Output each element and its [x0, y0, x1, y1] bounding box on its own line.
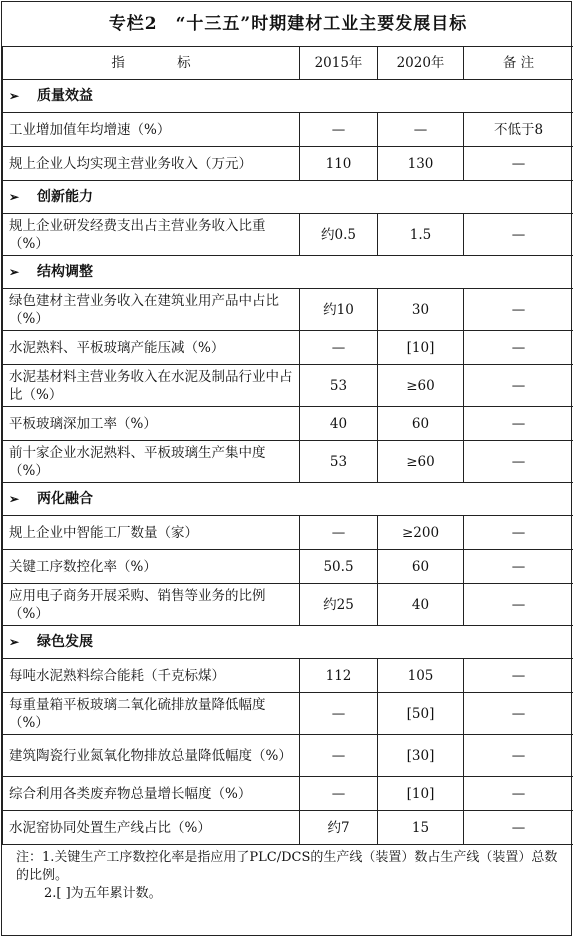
table-row [3, 407, 573, 441]
remark-cell: — [464, 659, 573, 693]
section-title: 创新能力 [37, 189, 93, 205]
indicator-cell: 工业增加值年均增速（%） [3, 113, 300, 147]
header-indicator: 指 标 [3, 47, 300, 80]
document-page [1, 1, 572, 936]
footnote [2, 845, 571, 907]
remark-cell: — [464, 289, 573, 331]
arrow-bullet-icon: ➢ [9, 188, 23, 206]
indicator-cell: 平板玻璃深加工率（%） [3, 407, 300, 441]
arrow-bullet-icon: ➢ [9, 490, 23, 508]
value-2020-cell: 130 [378, 147, 464, 181]
indicator-cell: 规上企业中智能工厂数量（家） [3, 516, 300, 550]
remark-cell: — [464, 735, 573, 777]
remark-cell: — [464, 147, 573, 181]
value-2015-cell: 53 [300, 441, 378, 483]
value-2015-cell: 约25 [300, 584, 378, 626]
value-2015-cell: 53 [300, 365, 378, 407]
value-2020-cell: [50] [378, 693, 464, 735]
indicator-cell: 绿色建材主营业务收入在建筑业用产品中占比（%） [3, 289, 300, 331]
table-row [3, 735, 573, 777]
value-2015-cell: — [300, 516, 378, 550]
section-title: 结构调整 [37, 264, 93, 280]
value-2015-cell: 约0.5 [300, 214, 378, 256]
arrow-bullet-icon: ➢ [9, 87, 23, 105]
value-2015-cell: — [300, 777, 378, 811]
value-2015-cell: — [300, 331, 378, 365]
header-remark: 备 注 [464, 47, 573, 80]
value-2015-cell: 110 [300, 147, 378, 181]
section-row [3, 626, 573, 659]
table-row [3, 147, 573, 181]
table-row [3, 659, 573, 693]
value-2020-cell: ≥60 [378, 441, 464, 483]
page-title: 专栏2 “十三五”时期建材工业主要发展目标 [3, 2, 573, 47]
value-2020-cell: [10] [378, 331, 464, 365]
indicator-cell: 每重量箱平板玻璃二氧化硫排放量降低幅度（%） [3, 693, 300, 735]
indicator-cell: 水泥熟料、平板玻璃产能压减（%） [3, 331, 300, 365]
value-2020-cell: 105 [378, 659, 464, 693]
value-2020-cell: [30] [378, 735, 464, 777]
value-2015-cell: 50.5 [300, 550, 378, 584]
value-2020-cell: ≥60 [378, 365, 464, 407]
table-row [3, 777, 573, 811]
table-row [3, 516, 573, 550]
remark-cell: — [464, 214, 573, 256]
section-title: 绿色发展 [37, 634, 93, 650]
footnote-1: 注：1.关键生产工序数控化率是指应用了PLC/DCS的生产线（装置）数占生产线（装置）总数的比例。 [16, 849, 561, 885]
remark-cell: — [464, 331, 573, 365]
value-2020-cell: 30 [378, 289, 464, 331]
table-row [3, 214, 573, 256]
section-row [3, 256, 573, 289]
section-title: 质量效益 [37, 88, 93, 104]
arrow-bullet-icon: ➢ [9, 633, 23, 651]
table-row [3, 441, 573, 483]
indicator-cell: 建筑陶瓷行业氮氧化物排放总量降低幅度（%） [3, 735, 300, 777]
indicator-cell: 水泥窑协同处置生产线占比（%） [3, 811, 300, 845]
indicator-cell: 应用电子商务开展采购、销售等业务的比例（%） [3, 584, 300, 626]
targets-table [2, 2, 573, 845]
remark-cell: — [464, 584, 573, 626]
indicator-cell: 关键工序数控化率（%） [3, 550, 300, 584]
section-row [3, 80, 573, 113]
value-2015-cell: 约10 [300, 289, 378, 331]
value-2015-cell: 112 [300, 659, 378, 693]
indicator-cell: 综合利用各类废弃物总量增长幅度（%） [3, 777, 300, 811]
value-2020-cell: 60 [378, 550, 464, 584]
remark-cell: — [464, 407, 573, 441]
value-2015-cell: 40 [300, 407, 378, 441]
indicator-cell: 每吨水泥熟料综合能耗（千克标煤） [3, 659, 300, 693]
table-row [3, 113, 573, 147]
section-title: 两化融合 [37, 491, 93, 507]
value-2020-cell: 60 [378, 407, 464, 441]
value-2020-cell: 1.5 [378, 214, 464, 256]
value-2015-cell: — [300, 113, 378, 147]
indicator-cell: 规上企业人均实现主营业务收入（万元） [3, 147, 300, 181]
value-2015-cell: — [300, 693, 378, 735]
section-row [3, 483, 573, 516]
table-row [3, 365, 573, 407]
table-header-row [3, 47, 573, 80]
remark-cell: — [464, 441, 573, 483]
table-row [3, 550, 573, 584]
remark-cell: — [464, 516, 573, 550]
value-2020-cell: 15 [378, 811, 464, 845]
indicator-cell: 水泥基材料主营业务收入在水泥及制品行业中占比（%） [3, 365, 300, 407]
indicator-cell: 规上企业研发经费支出占主营业务收入比重（%） [3, 214, 300, 256]
remark-cell: 不低于8 [464, 113, 573, 147]
value-2020-cell: ≥200 [378, 516, 464, 550]
value-2015-cell: — [300, 735, 378, 777]
section-row [3, 181, 573, 214]
table-row [3, 331, 573, 365]
arrow-bullet-icon: ➢ [9, 263, 23, 281]
remark-cell: — [464, 365, 573, 407]
header-2020: 2020年 [378, 47, 464, 80]
value-2020-cell: — [378, 113, 464, 147]
table-row [3, 693, 573, 735]
footnote-2: 2.[ ]为五年累计数。 [16, 885, 561, 903]
remark-cell: — [464, 811, 573, 845]
indicator-cell: 前十家企业水泥熟料、平板玻璃生产集中度（%） [3, 441, 300, 483]
value-2020-cell: 40 [378, 584, 464, 626]
header-2015: 2015年 [300, 47, 378, 80]
remark-cell: — [464, 550, 573, 584]
table-row [3, 584, 573, 626]
value-2015-cell: 约7 [300, 811, 378, 845]
table-row [3, 811, 573, 845]
remark-cell: — [464, 777, 573, 811]
value-2020-cell: [10] [378, 777, 464, 811]
remark-cell: — [464, 693, 573, 735]
table-row [3, 289, 573, 331]
